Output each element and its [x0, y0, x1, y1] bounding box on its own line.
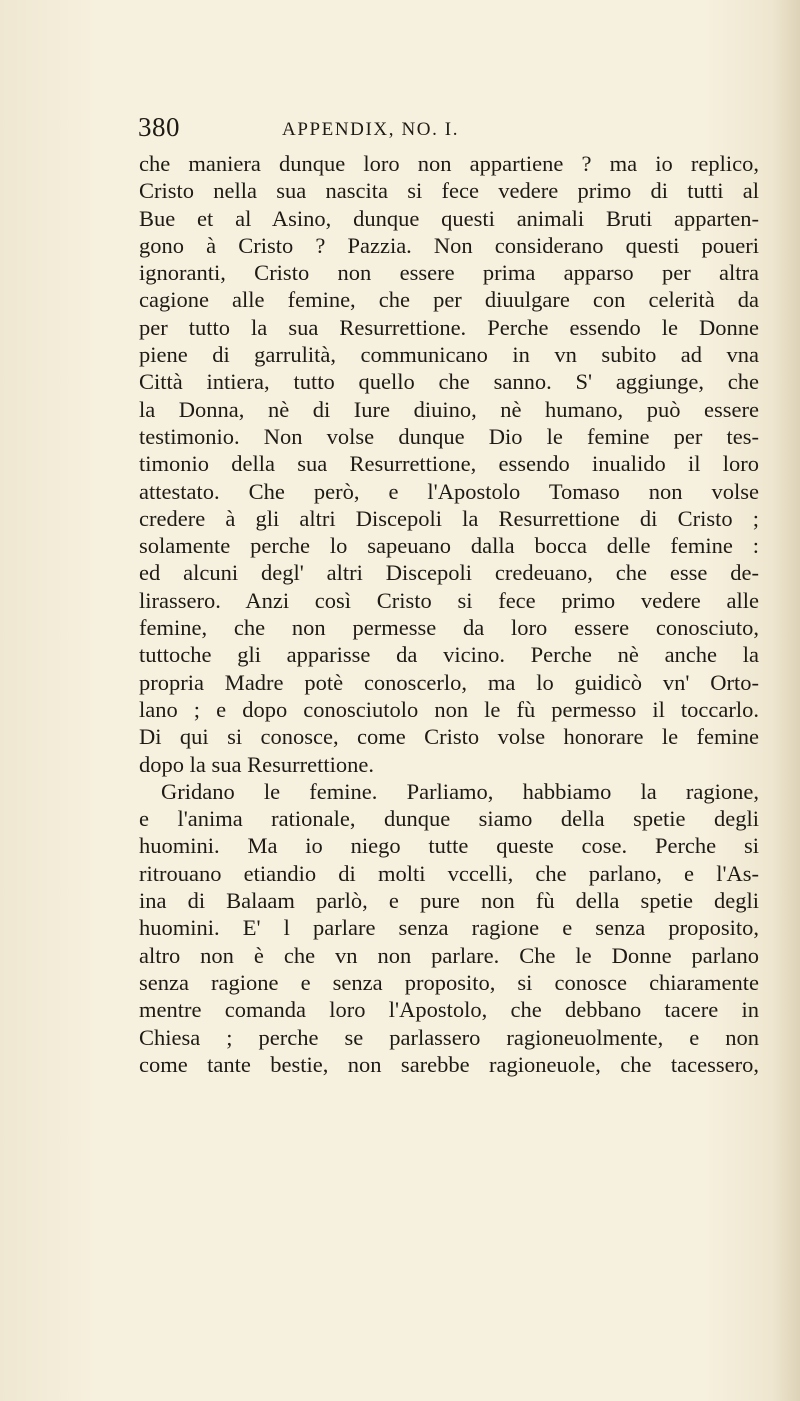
text-line: e l'anima rationale, dunque siamo della spetie degli [139, 806, 759, 832]
text-line: huomini. Ma io niego tutte queste cose. Perche si [139, 833, 759, 859]
text-line: lirassero. Anzi così Cristo si fece primo vedere alle [139, 587, 759, 613]
text-line: che maniera dunque loro non appartiene ? ma io replico, [139, 151, 759, 176]
text-line: cagione alle femine, che per diuulgare con celerità da [139, 287, 759, 313]
text-line: testimonio. Non volse dunque Dio le femine per tes- [139, 423, 759, 449]
text-line: ignoranti, Cristo non essere prima apparso per altra [139, 260, 759, 286]
paragraph-start-line: Gridano le femine. Parliamo, habbiamo la ragione, [161, 778, 759, 804]
text-line: Città intiera, tutto quello che sanno. S' aggiunge, che [139, 369, 759, 395]
text-line: Bue et al Asino, dunque questi animali Bruti apparten- [139, 205, 759, 231]
text-line: lano ; e dopo conosciutolo non le fù permesso il toccarlo. [139, 696, 759, 722]
text-line: tuttoche gli apparisse da vicino. Perche nè anche la [139, 642, 759, 668]
text-line: femine, che non permesse da loro essere conosciuto, [139, 615, 759, 641]
text-line: piene di garrulità, communicano in vn subito ad vna [139, 342, 759, 368]
text-line: altro non è che vn non parlare. Che le Donne parlano [139, 942, 759, 968]
text-line: ed alcuni degl' altri Discepoli credeuano, che esse de- [139, 560, 759, 586]
text-line: ritrouano etiandio di molti vccelli, che parlano, e l'As- [139, 860, 759, 886]
text-line: mentre comanda loro l'Apostolo, che debbano tacere in [139, 997, 759, 1023]
text-line: propria Madre potè conoscerlo, ma lo guidicò vn' Orto- [139, 669, 759, 695]
text-line: Chiesa ; perche se parlassero ragioneuolmente, e non [139, 1024, 759, 1050]
text-line: come tante bestie, non sarebbe ragioneuole, che tacessero, [139, 1051, 759, 1077]
text-line: solamente perche lo sapeuano dalla bocca delle femine : [139, 533, 759, 559]
text-line: per tutto la sua Resurrettione. Perche essendo le Donne [139, 314, 759, 340]
text-line: timonio della sua Resurrettione, essendo inualido il loro [139, 451, 759, 477]
page-gutter-shadow [772, 0, 800, 1401]
text-line: la Donna, nè di Iure diuino, nè humano, può essere [139, 396, 759, 422]
running-head [138, 112, 658, 148]
page-number: 380 [138, 112, 180, 142]
text-line: Cristo nella sua nascita si fece vedere primo di tutti al [139, 178, 759, 204]
text-line: Di qui si conosce, come Cristo volse honorare le femine [139, 724, 759, 750]
text-line: attestato. Che però, e l'Apostolo Tomaso non volse [139, 478, 759, 504]
text-line: ina di Balaam parlò, e pure non fù della spetie degli [139, 888, 759, 914]
text-line: credere à gli altri Discepoli la Resurrettione di Cristo ; [139, 505, 759, 531]
text-line: senza ragione e senza proposito, si conosce chiaramente [139, 969, 759, 995]
text-line: gono à Cristo ? Pazzia. Non considerano questi poueri [139, 232, 759, 258]
text-line: huomini. E' l parlare senza ragione e senza proposito, [139, 915, 759, 941]
header-title: APPENDIX, NO. I. [282, 119, 460, 140]
paragraph-end-line: dopo la sua Resurrettione. [139, 751, 374, 777]
body-text [139, 150, 759, 1078]
